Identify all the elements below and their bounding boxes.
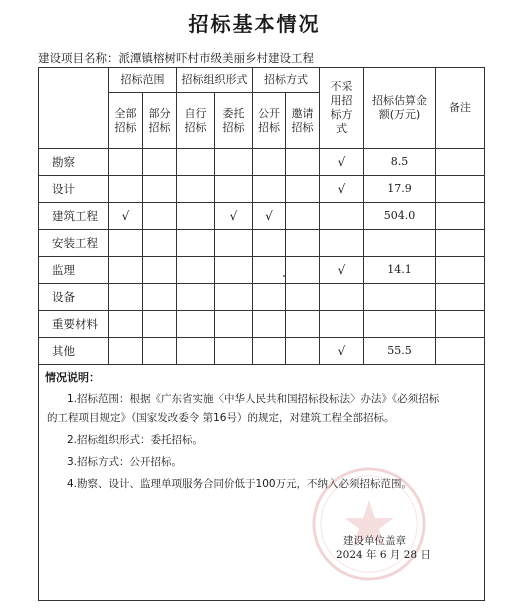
cell-entrusted bbox=[215, 230, 253, 257]
table-row bbox=[39, 149, 485, 176]
cell-full bbox=[109, 176, 143, 203]
page-title: 招标基本情况 bbox=[188, 12, 321, 36]
subheader-invited bbox=[286, 93, 320, 149]
subheader-full-text: 全部招标 bbox=[114, 106, 137, 134]
cell-partial bbox=[143, 203, 177, 230]
header-estimate bbox=[364, 68, 436, 149]
table-row bbox=[39, 257, 485, 284]
cell-partial bbox=[143, 338, 177, 365]
cell-open bbox=[253, 284, 286, 311]
row-label: 监理 bbox=[39, 257, 109, 284]
cell-invited bbox=[286, 284, 320, 311]
notes-title: 情况说明： bbox=[45, 371, 100, 384]
cell-partial bbox=[143, 257, 177, 284]
subheader-partial bbox=[143, 93, 177, 149]
header-scope: 招标范围 bbox=[109, 68, 177, 93]
cell-remarks bbox=[436, 338, 485, 365]
cell-full bbox=[109, 230, 143, 257]
cell-not-adopted: √ bbox=[320, 257, 364, 284]
table-row bbox=[39, 203, 485, 230]
note-line-4: 4.勘察、设计、监理单项服务合同价低于100万元，不纳入必须招标范围。 bbox=[67, 478, 413, 490]
cell-self bbox=[177, 230, 215, 257]
cell-not-adopted: √ bbox=[320, 149, 364, 176]
project-name: 派潭镇榕树吓村市级美丽乡村建设工程 bbox=[118, 51, 314, 65]
cell-entrusted bbox=[215, 257, 253, 284]
header-estimate-text: 招标估算金额(万元) bbox=[372, 94, 427, 121]
cell-invited bbox=[286, 203, 320, 230]
cell-full bbox=[109, 149, 143, 176]
row-label: 重要材料 bbox=[39, 311, 109, 338]
cell-entrusted bbox=[215, 338, 253, 365]
cell-self bbox=[177, 338, 215, 365]
cell-not-adopted bbox=[320, 203, 364, 230]
cell-full bbox=[109, 311, 143, 338]
cell-partial bbox=[143, 176, 177, 203]
cell-amount: 8.5 bbox=[364, 149, 436, 176]
table-row bbox=[39, 338, 485, 365]
cell-entrusted: √ bbox=[215, 203, 253, 230]
cell-open bbox=[253, 230, 286, 257]
cell-partial bbox=[143, 311, 177, 338]
cell-amount bbox=[364, 230, 436, 257]
table-row bbox=[39, 284, 485, 311]
cell-open: √ bbox=[253, 203, 286, 230]
project-name-line bbox=[38, 50, 314, 66]
cell-entrusted bbox=[215, 149, 253, 176]
row-label: 建筑工程 bbox=[39, 203, 109, 230]
cell-amount: 55.5 bbox=[364, 338, 436, 365]
cell-full bbox=[109, 338, 143, 365]
cell-full bbox=[109, 284, 143, 311]
table-row bbox=[39, 311, 485, 338]
official-seal-icon bbox=[310, 465, 428, 583]
signature-unit: 建设单位盖章 bbox=[343, 535, 406, 547]
cell-remarks bbox=[436, 203, 485, 230]
header-remarks: 备注 bbox=[436, 68, 485, 149]
cell-not-adopted bbox=[320, 311, 364, 338]
signature-date: 2024 年 6 月 28 日 bbox=[336, 549, 431, 561]
subheader-partial-text: 部分招标 bbox=[148, 106, 171, 134]
subheader-full bbox=[109, 93, 143, 149]
cell-partial bbox=[143, 149, 177, 176]
cell-open bbox=[253, 149, 286, 176]
subheader-entrusted-text: 委托招标 bbox=[222, 106, 245, 134]
cell-partial bbox=[143, 230, 177, 257]
cell-amount: 14.1 bbox=[364, 257, 436, 284]
cell-amount: 17.9 bbox=[364, 176, 436, 203]
cell-self bbox=[177, 284, 215, 311]
cell-partial bbox=[143, 284, 177, 311]
cell-entrusted bbox=[215, 284, 253, 311]
subheader-self bbox=[177, 93, 215, 149]
header-not-adopted-text: 不采用招标方式 bbox=[330, 80, 353, 135]
subheader-entrusted bbox=[215, 93, 253, 149]
subheader-open bbox=[253, 93, 286, 149]
cell-remarks bbox=[436, 311, 485, 338]
cell-invited bbox=[286, 149, 320, 176]
note-line-1: 1.招标范围：根据《广东省实施〈中华人民共和国招标投标法〉办法》《必须招标 bbox=[67, 393, 440, 405]
project-label: 建设项目名称： bbox=[38, 51, 119, 65]
cell-not-adopted: √ bbox=[320, 176, 364, 203]
subheader-invited-text: 邀请招标 bbox=[291, 106, 314, 134]
cell-self bbox=[177, 311, 215, 338]
cell-invited bbox=[286, 338, 320, 365]
cell-full bbox=[109, 257, 143, 284]
cell-amount bbox=[364, 284, 436, 311]
cell-entrusted bbox=[215, 311, 253, 338]
cell-invited bbox=[286, 257, 320, 284]
cell-not-adopted bbox=[320, 284, 364, 311]
note-line-2: 2.招标组织形式：委托招标。 bbox=[67, 434, 204, 446]
header-organization: 招标组织形式 bbox=[177, 68, 253, 93]
cell-full: √ bbox=[109, 203, 143, 230]
stray-mark bbox=[283, 275, 285, 277]
cell-invited bbox=[286, 230, 320, 257]
cell-amount bbox=[364, 311, 436, 338]
table-row bbox=[39, 230, 485, 257]
cell-open bbox=[253, 257, 286, 284]
table-row bbox=[39, 176, 485, 203]
cell-remarks bbox=[436, 176, 485, 203]
cell-amount: 504.0 bbox=[364, 203, 436, 230]
cell-remarks bbox=[436, 149, 485, 176]
row-label: 设计 bbox=[39, 176, 109, 203]
header-blank bbox=[39, 68, 109, 149]
cell-self bbox=[177, 203, 215, 230]
cell-remarks bbox=[436, 257, 485, 284]
row-label: 其他 bbox=[39, 338, 109, 365]
row-label: 勘察 bbox=[39, 149, 109, 176]
cell-entrusted bbox=[215, 176, 253, 203]
cell-invited bbox=[286, 176, 320, 203]
cell-remarks bbox=[436, 284, 485, 311]
cell-open bbox=[253, 311, 286, 338]
cell-self bbox=[177, 176, 215, 203]
note-line-3: 3.招标方式：公开招标。 bbox=[67, 456, 183, 468]
cell-remarks bbox=[436, 230, 485, 257]
subheader-open-text: 公开招标 bbox=[258, 106, 280, 134]
cell-self bbox=[177, 257, 215, 284]
cell-open bbox=[253, 338, 286, 365]
cell-open bbox=[253, 176, 286, 203]
cell-self bbox=[177, 149, 215, 176]
row-label: 安装工程 bbox=[39, 230, 109, 257]
row-label: 设备 bbox=[39, 284, 109, 311]
cell-invited bbox=[286, 311, 320, 338]
cell-not-adopted: √ bbox=[320, 338, 364, 365]
subheader-self-text: 自行招标 bbox=[184, 106, 207, 134]
header-method: 招标方式 bbox=[253, 68, 320, 93]
note-line-1b: 的工程项目规定》（国家发改委令 第16号）的规定，对建筑工程全部招标。 bbox=[47, 412, 395, 424]
cell-not-adopted bbox=[320, 230, 364, 257]
header-not-adopted bbox=[320, 68, 364, 149]
